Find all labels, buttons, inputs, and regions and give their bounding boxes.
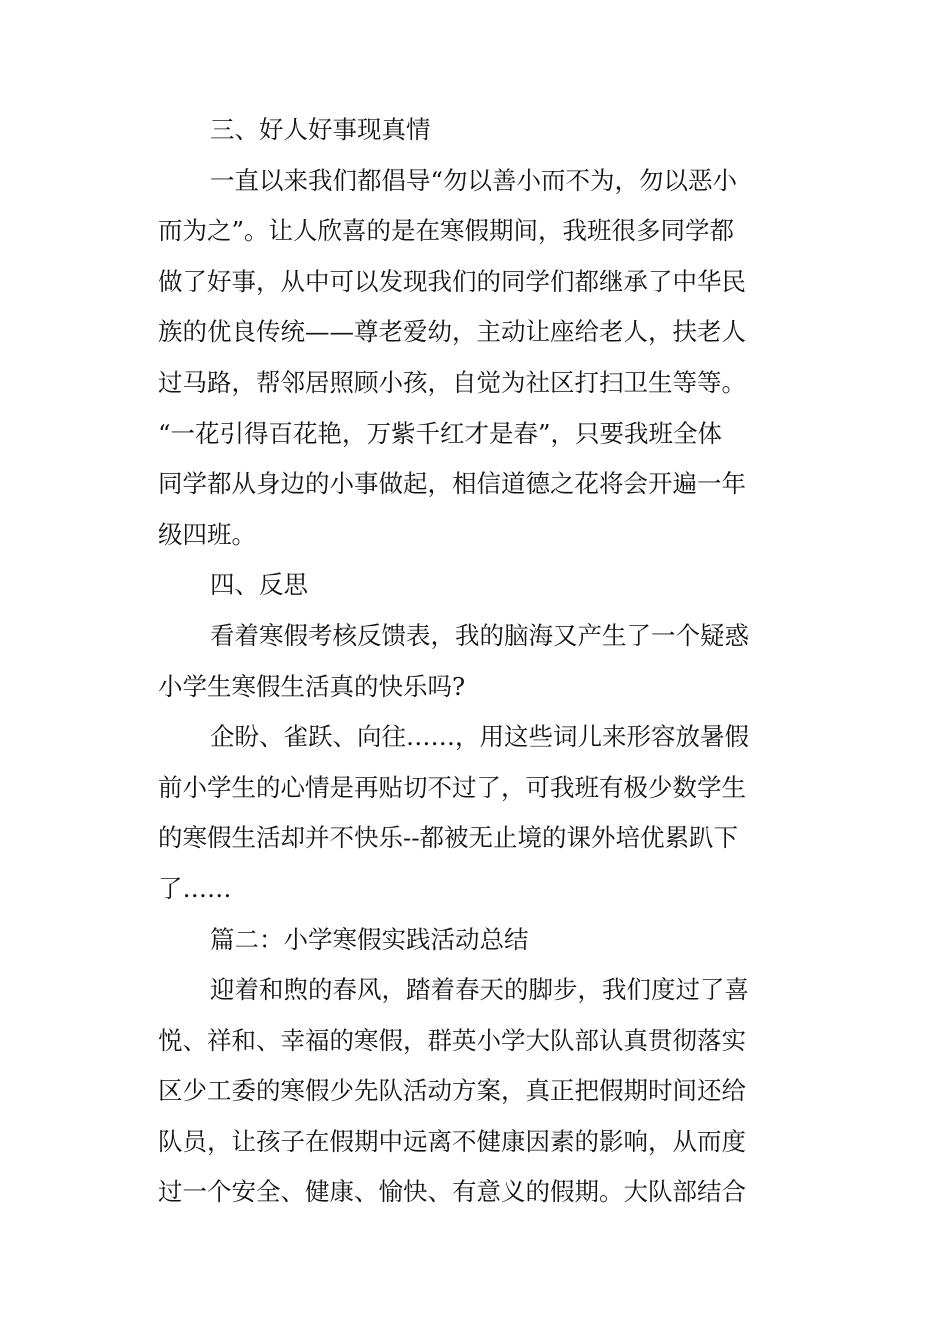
paragraph-winter-activities (158, 965, 778, 1218)
text-line: 一直以来我们都倡导“勿以善小而不为，勿以恶小 (210, 165, 738, 195)
paragraph-reflection-question (158, 611, 778, 712)
text-line: 而为之”。让人欣喜的是在寒假期间，我班很多同学都 (158, 216, 735, 246)
text-line: 区少工委的寒假少先队活动方案，真正把假期时间还给 (158, 1076, 746, 1106)
text-line: 队员，让孩子在假期中远离不健康因素的影响，从而度 (158, 1126, 746, 1156)
text-line: 级四班。 (158, 519, 256, 549)
text-line: 迎着和煦的春风，踏着春天的脚步，我们度过了喜 (210, 975, 749, 1005)
text-line: 了…… (158, 873, 232, 903)
text-line: 过一个安全、健康、愉快、有意义的假期。大队部结合 (158, 1177, 746, 1207)
text-line: 过马路，帮邻居照顾小孩，自觉为社区打扫卫生等等。 (158, 367, 746, 397)
text-line: 四、反思 (210, 570, 308, 600)
paragraph-reflection-detail (158, 712, 778, 914)
text-line: 做了好事，从中可以发现我们的同学们都继承了中华民 (158, 266, 746, 296)
section-heading-four (158, 560, 778, 611)
text-line: 族的优良传统——尊老爱幼，主动让座给老人，扶老人 (158, 317, 746, 347)
section-heading-three (158, 105, 778, 156)
text-line: 的寒假生活却并不快乐--都被无止境的课外培优累趴下 (158, 823, 739, 853)
text-line: 看着寒假考核反馈表，我的脑海又产生了一个疑惑 (210, 620, 749, 650)
text-line: 悦、祥和、幸福的寒假，群英小学大队部认真贯彻落实 (158, 1025, 746, 1055)
text-line: 前小学生的心情是再贴切不过了，可我班有极少数学生 (158, 772, 746, 802)
document-body (158, 105, 778, 1218)
paragraph-good-deeds (158, 156, 778, 561)
text-line: 三、好人好事现真情 (210, 115, 431, 144)
text-line: 同学都从身边的小事做起，相信道德之花将会开遍一年 (158, 469, 746, 499)
text-line: 企盼、雀跃、向往……，用这些词儿来形容放暑假 (210, 722, 749, 752)
text-line: “一花引得百花艳，万紫千红才是春”，只要我班全体 (158, 418, 723, 448)
text-line: 小学生寒假生活真的快乐吗? (158, 671, 466, 701)
section-heading-part-two (158, 915, 778, 966)
text-line: 篇二：小学寒假实践活动总结 (210, 924, 529, 954)
